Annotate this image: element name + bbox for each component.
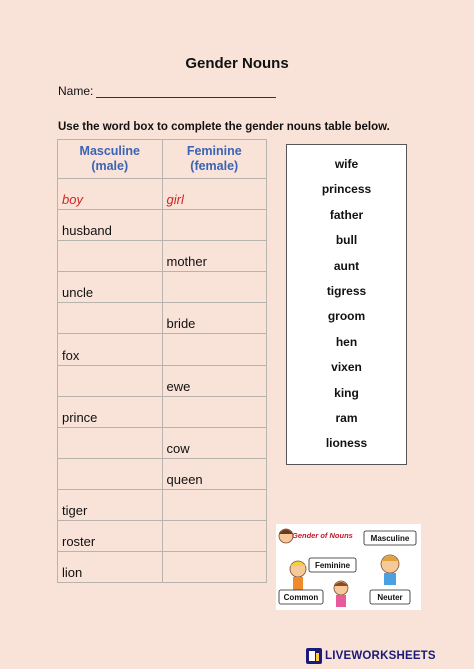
liveworksheets-logo-icon — [306, 648, 322, 664]
feminine-cell: bride — [162, 303, 267, 334]
word-box-item[interactable]: groom — [327, 309, 366, 324]
illustration-title: Gender of Nouns — [292, 531, 353, 540]
header-masculine-line2: (male) — [91, 159, 129, 173]
gender-of-nouns-illustration — [276, 524, 421, 610]
table-row — [58, 303, 267, 334]
word-box-item[interactable]: bull — [335, 233, 358, 248]
masculine-cell: lion — [58, 552, 163, 583]
header-feminine-line1: Feminine — [186, 144, 242, 158]
feminine-answer-cell[interactable] — [162, 334, 267, 365]
label-common: Common — [283, 593, 319, 602]
table-row — [58, 179, 267, 210]
table-row — [58, 458, 267, 489]
table-row — [58, 272, 267, 303]
feminine-cell: girl — [162, 179, 267, 210]
masculine-cell: uncle — [58, 272, 163, 303]
word-box-item[interactable]: aunt — [333, 258, 360, 273]
word-box — [286, 144, 407, 465]
masculine-answer-cell[interactable] — [58, 427, 163, 458]
masculine-answer-cell[interactable] — [58, 458, 163, 489]
word-box-item[interactable]: lioness — [325, 436, 368, 451]
table-row — [58, 489, 267, 520]
word-box-item[interactable]: ram — [335, 410, 358, 425]
header-masculine-line1: Masculine — [79, 144, 140, 158]
word-box-item[interactable]: king — [334, 385, 359, 400]
word-box-item[interactable]: princess — [321, 182, 372, 197]
feminine-cell: ewe — [162, 365, 267, 396]
name-row — [58, 84, 276, 98]
gender-nouns-table — [57, 139, 267, 583]
page-title: Gender Nouns — [185, 55, 289, 72]
table-row — [58, 427, 267, 458]
table-row — [58, 210, 267, 241]
masculine-answer-cell[interactable] — [58, 241, 163, 272]
table-row — [58, 521, 267, 552]
masculine-answer-cell[interactable] — [58, 303, 163, 334]
label-neuter: Neuter — [377, 593, 403, 602]
word-box-item[interactable]: father — [329, 207, 364, 222]
word-box-item[interactable]: vixen — [331, 360, 362, 375]
name-field[interactable] — [96, 86, 276, 98]
label-feminine: Feminine — [314, 561, 351, 570]
table-row — [58, 396, 267, 427]
instruction-text: Use the word box to complete the gender nouns table below. — [58, 121, 390, 133]
name-label: Name: — [58, 84, 94, 98]
illustration-svg — [276, 524, 421, 610]
table-row — [58, 552, 267, 583]
feminine-answer-cell[interactable] — [162, 489, 267, 520]
feminine-answer-cell[interactable] — [162, 521, 267, 552]
masculine-cell: roster — [58, 521, 163, 552]
masculine-cell: boy — [58, 179, 163, 210]
header-masculine — [58, 140, 163, 179]
feminine-answer-cell[interactable] — [162, 552, 267, 583]
masculine-cell: tiger — [58, 489, 163, 520]
masculine-cell: husband — [58, 210, 163, 241]
masculine-cell: fox — [58, 334, 163, 365]
footer-brand — [306, 648, 436, 664]
feminine-cell: queen — [162, 458, 267, 489]
masculine-answer-cell[interactable] — [58, 365, 163, 396]
feminine-answer-cell[interactable] — [162, 272, 267, 303]
table-row — [58, 365, 267, 396]
masculine-cell: prince — [58, 396, 163, 427]
table-row — [58, 334, 267, 365]
label-masculine: Masculine — [370, 534, 410, 543]
feminine-cell: cow — [162, 427, 267, 458]
footer-brand-text: LIVEWORKSHEETS — [325, 650, 436, 662]
word-box-item[interactable]: wife — [334, 157, 359, 171]
feminine-answer-cell[interactable] — [162, 396, 267, 427]
word-box-item[interactable]: tigress — [326, 283, 367, 298]
feminine-cell: mother — [162, 241, 267, 272]
word-box-item[interactable]: hen — [335, 334, 358, 349]
table-row — [58, 241, 267, 272]
header-feminine-line2: (female) — [190, 159, 239, 173]
header-feminine — [162, 140, 267, 179]
feminine-answer-cell[interactable] — [162, 210, 267, 241]
